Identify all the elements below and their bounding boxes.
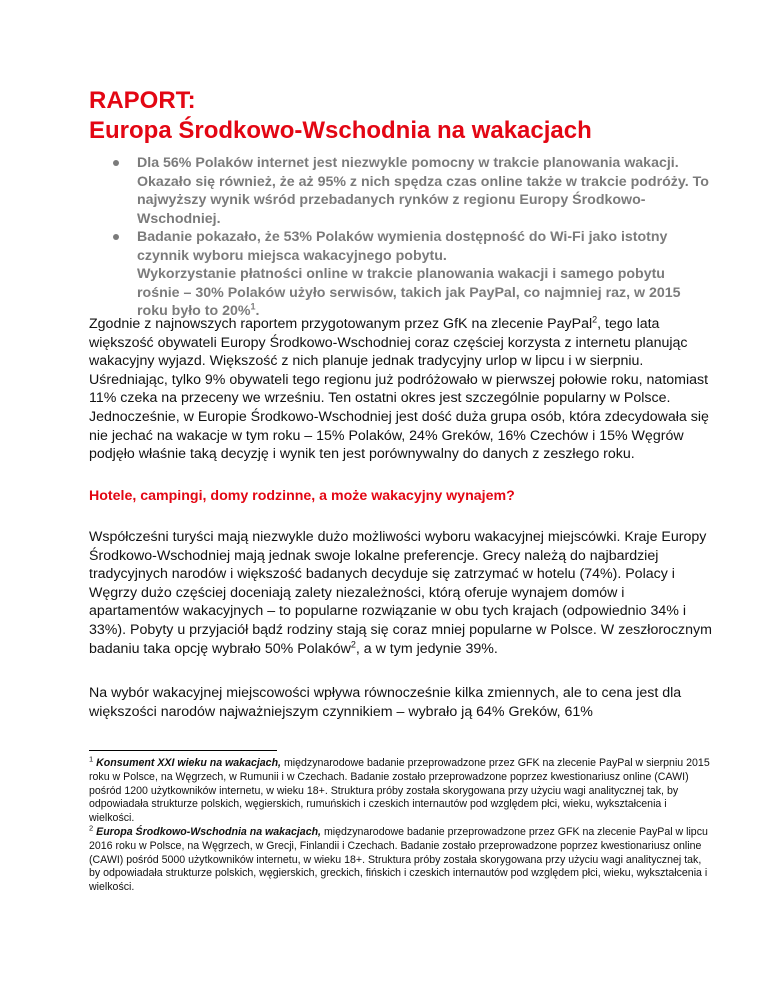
title-line-2: Europa Środkowo-Wschodnia na wakacjach xyxy=(89,117,592,144)
footnote-ref: 2 xyxy=(350,638,356,649)
footnote-number: 2 xyxy=(89,823,94,833)
footnote-title: Konsument XXI wieku na wakacjach, xyxy=(96,757,281,769)
finding-2-end: . xyxy=(255,303,260,319)
footnotes xyxy=(89,754,714,895)
closing-paragraph: Na wybór wakacyjnej miejscowości wpływa równocześnie kilka zmiennych, ale to cena jest dla większości narodów najważniejszym czynnikiem – wybrało ją 64% Greków, 61% xyxy=(89,685,682,720)
section-paragraph xyxy=(89,528,714,658)
footnote-text: międzynarodowe badanie przeprowadzone przez GFK na zlecenie PayPal w sierpniu 2015 roku w Polsce, na Węgrzech, w Rumunii i w Czechach. Badanie zostało przeprowadzone poprzez kwestionariusz online (CAWI) pośród 1200 użytkowników internetu, w wieku 18+. Struktura próby została skorygowana przy użyciu wagi analitycznej tak, by odpowiadała strukturze polskich, węgierskich, rumuńskich i czeskich internautów pod względem płci, wieku, wykształcenia i wielkości. xyxy=(89,757,710,825)
footnote-1 xyxy=(89,754,714,826)
section-heading: Hotele, campingi, domy rodzinne, a może wakacyjny wynajem? xyxy=(89,488,515,504)
finding-1-text: Dla 56% Polaków internet jest niezwykle pomocny w trakcie planowania wakacji. Okazało się również, że aż 95% z nich spędza czas online także w trakcie podróży. To najwyższy wynik wśród przebadanych rynków z regionu Europy Środkowo-Wschodniej. xyxy=(137,155,709,227)
section-text-2: , a w tym jedynie 39%. xyxy=(355,640,498,657)
footnote-2 xyxy=(89,823,714,895)
footnote-ref: 1 xyxy=(250,301,256,312)
footnote-ref: 2 xyxy=(592,314,598,325)
list-item xyxy=(89,154,709,228)
intro-text-1: Zgodnie z najnowszych raportem przygotowanym przez GfK na zlecenie PayPal xyxy=(89,316,593,332)
intro-text-2: , tego lata większość obywateli Europy Środkowo-Wschodniej coraz częściej korzysta z internetu planując wakacyjny wyjazd. Większość z nich planuje jednak tradycyjny urlop w lipcu i w sierpniu. Uśredniając, tylko 9% obywateli tego regionu już podróżowało w pierwszej połowie roku, natomiast 11% czeka na przeceny we wrześniu. Ten ostatni okres jest szczególnie popularny w Polsce. xyxy=(89,316,709,407)
key-findings-list xyxy=(89,154,709,321)
finding-2-continuation: Wykorzystanie płatności online w trakcie planowania wakacji i samego pobytu rośnie – 30% Polaków użyło serwisów, takich jak PayPal, co najmniej raz, w 2015 roku było to 20% xyxy=(137,266,681,319)
footnote-text: międzynarodowe badanie przeprowadzone przez GFK na zlecenie PayPal w lipcu 2016 roku w Polsce, na Węgrzech, w Grecji, Finlandii i Czechach. Badanie zostało przeprowadzone poprzez kwestionariusz online (CAWI) pośród 5000 użytkowników internetu, w wieku 18+. Struktura próby została skorygowana przy użyciu wagi analitycznej tak, by odpowiadała strukturze polskich, węgierskich, greckich, fińskich i czeskich internautów pod względem płci, wieku, wykształcenia i wielkości. xyxy=(89,825,708,894)
intro-paragraph xyxy=(89,315,714,464)
intro-text-3: Jednocześnie, w Europie Środkowo-Wschodniej jest dość duża grupa osób, która zdecydowała się nie jechać na wakacje w tym roku – 15% Polaków, 24% Greków, 16% Czechów i 15% Węgrów podjęło właśnie taką decyzję i wynik ten jest porównywalny do danych z zeszłego roku. xyxy=(89,408,709,463)
footnote-number: 1 xyxy=(89,754,94,764)
report-title xyxy=(89,86,709,146)
section-text-1: Współcześni turyści mają niezwykle dużo możliwości wyboru wakacyjnej miejscówki. Kraje Europy Środkowo-Wschodniej mają jednak swoje lokalne preferencje. Grecy należą do najbardziej tradycyjnych narodów i większość badanych decyduje się zatrzymać w hotelu (74%). Polacy i Węgrzy dużo częściej doceniają zalety niezależności, którą oferuje wynajem domów i apartamentów wakacyjnych – to popularne rozwiązanie w obu tych krajach (odpowiednio 34% i 33%). Pobyty u przyjaciół bądź rodziny stają się coraz mniej popularne w Polsce. W zeszłorocznym badaniu taka opcję wybrało 50% Polaków xyxy=(89,529,712,657)
list-item xyxy=(89,228,709,321)
footnote-title: Europa Środkowo-Wschodnia na wakacjach, xyxy=(96,825,321,838)
title-line-1: RAPORT: xyxy=(89,87,196,114)
finding-2-text: Badanie pokazało, że 53% Polaków wymienia dostępność do Wi-Fi jako istotny czynnik wyboru miejsca wakacyjnego pobytu. xyxy=(137,229,668,264)
footnote-divider xyxy=(89,750,277,751)
